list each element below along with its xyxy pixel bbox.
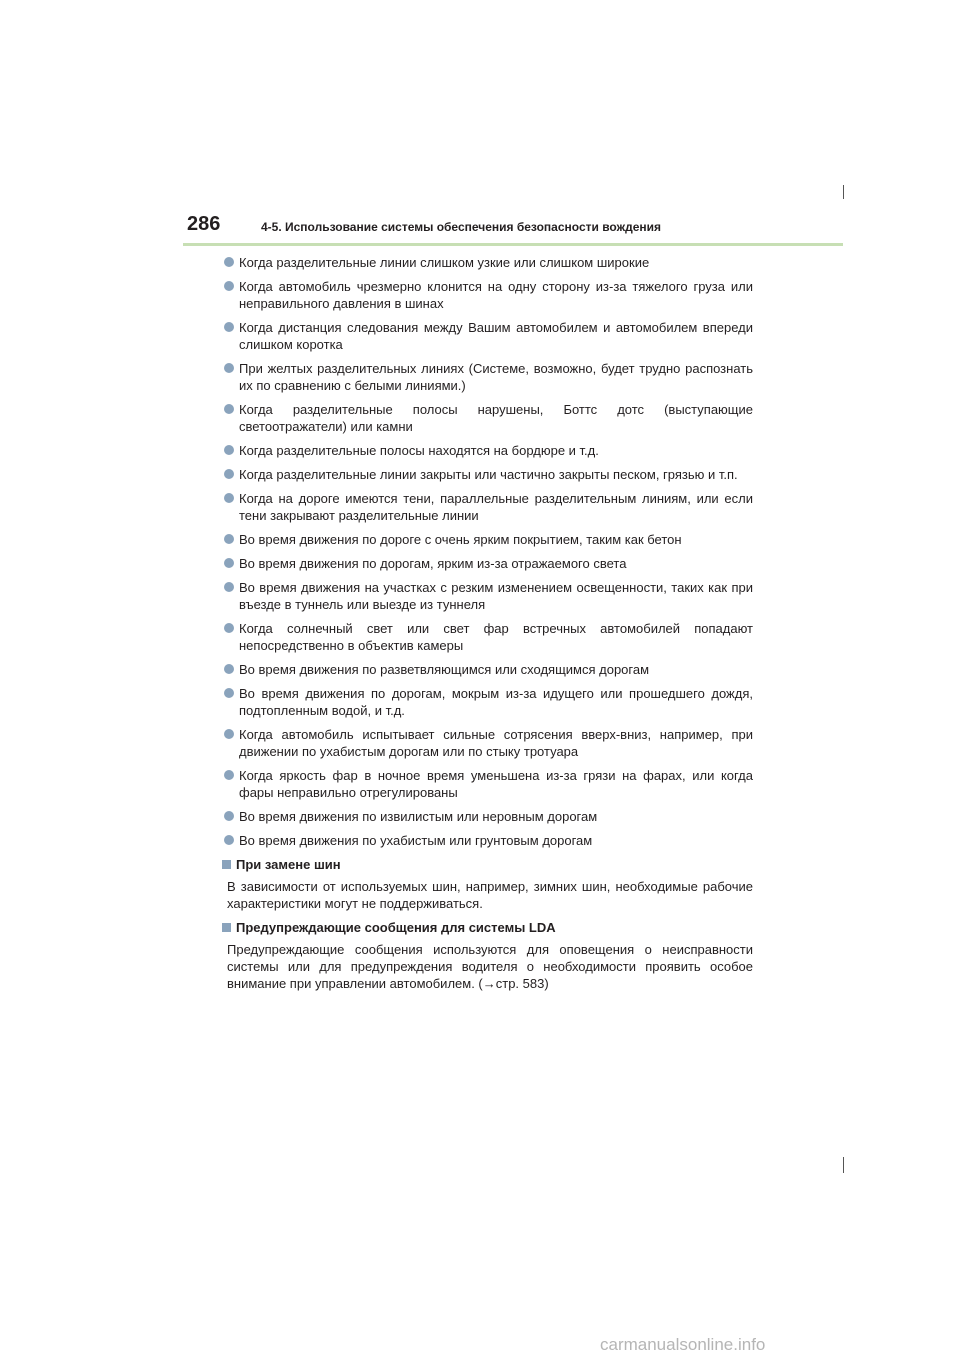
list-item: Во время движения на участках с резким изменением освещенности, таких как при въезде в туннель или выезде из туннеля xyxy=(222,579,753,613)
square-bullet-icon xyxy=(222,923,231,932)
list-item: Во время движения по извилистым или неровным дорогам xyxy=(222,808,753,825)
section-heading-tires: При замене шин xyxy=(222,856,753,873)
bullet-icon xyxy=(224,257,234,267)
bullet-icon xyxy=(224,582,234,592)
bullet-icon xyxy=(224,493,234,503)
list-item: Во время движения по дороге с очень ярким покрытием, таким как бетон xyxy=(222,531,753,548)
section-heading-lda-warnings: Предупреждающие сообщения для системы LDA xyxy=(222,919,753,936)
bullet-icon xyxy=(224,404,234,414)
bullet-icon xyxy=(224,729,234,739)
bullet-icon xyxy=(224,469,234,479)
bullet-icon xyxy=(224,363,234,373)
list-item: Когда разделительные линии слишком узкие или слишком широкие xyxy=(222,254,753,271)
bullet-icon xyxy=(224,770,234,780)
list-item: Когда разделительные полосы находятся на бордюре и т.д. xyxy=(222,442,753,459)
list-item: Во время движения по дорогам, мокрым из-за идущего или прошедшего дождя, подтопленным водой, и т.д. xyxy=(222,685,753,719)
bullet-icon xyxy=(224,623,234,633)
list-item: Во время движения по ухабистым или грунтовым дорогам xyxy=(222,832,753,849)
section-title: 4-5. Использование системы обеспечения безопасности вождения xyxy=(261,220,662,234)
crop-mark-top xyxy=(843,185,844,199)
list-item: Когда на дороге имеются тени, параллельные разделительным линиям, или если тени закрывают разделительные линии xyxy=(222,490,753,524)
list-item: Когда дистанция следования между Вашим автомобилем и автомобилем впереди слишком коротка xyxy=(222,319,753,353)
list-item: Когда разделительные линии закрыты или частично закрыты песком, грязью и т.п. xyxy=(222,466,753,483)
section-text-tires: В зависимости от используемых шин, например, зимних шин, необходимые рабочие характеристики могут не поддерживаться. xyxy=(227,879,753,911)
header-divider xyxy=(183,243,843,246)
bullet-icon xyxy=(224,534,234,544)
list-item: Во время движения по дорогам, ярким из-за отражаемого света xyxy=(222,555,753,572)
bullet-icon xyxy=(224,281,234,291)
list-item: Когда яркость фар в ночное время уменьшена из-за грязи на фарах, или когда фары неправильно отрегулированы xyxy=(222,767,753,801)
list-item: Когда солнечный свет или свет фар встречных автомобилей попадают непосредственно в объектив камеры xyxy=(222,620,753,654)
bullet-icon xyxy=(224,811,234,821)
page-header xyxy=(187,213,847,237)
watermark: carmanualsonline.info xyxy=(600,1335,766,1354)
square-bullet-icon xyxy=(222,860,231,869)
bullet-icon xyxy=(224,558,234,568)
bullet-icon xyxy=(224,664,234,674)
list-item: Когда разделительные полосы нарушены, Боттс дотс (выступающие светоотражатели) или камни xyxy=(222,401,753,435)
bullet-icon xyxy=(224,445,234,455)
section-text-lda-warnings: Предупреждающие сообщения используются для оповещения о неисправности системы или для предупреждения водителя о необходимости проявить особое внимание при управлении автомобилем. (→стр. 583) xyxy=(227,942,753,991)
page-content xyxy=(222,254,753,999)
list-item: При желтых разделительных линиях (Системе, возможно, будет трудно распознать их по сравнению с белыми линиями.) xyxy=(222,360,753,394)
list-item: Когда автомобиль чрезмерно клонится на одну сторону из-за тяжелого груза или неправильного давления в шинах xyxy=(222,278,753,312)
bullet-icon xyxy=(224,835,234,845)
page-number: 286 xyxy=(187,213,221,235)
bullet-icon xyxy=(224,322,234,332)
bullet-icon xyxy=(224,688,234,698)
list-item: Когда автомобиль испытывает сильные сотрясения вверх-вниз, например, при движении по ухабистым дорогам или по стыку тротуара xyxy=(222,726,753,760)
list-item: Во время движения по разветвляющимся или сходящимся дорогам xyxy=(222,661,753,678)
crop-mark-bottom xyxy=(843,1157,844,1173)
